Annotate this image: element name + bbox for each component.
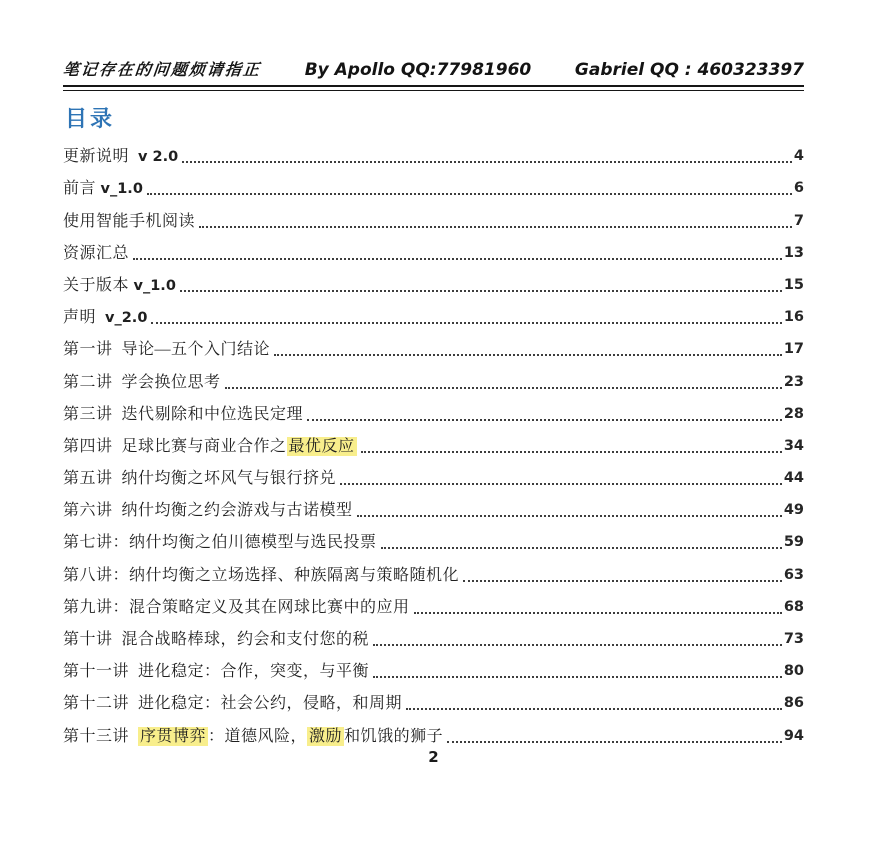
toc-text-segment: 第九讲：混合策略定义及其在网球比赛中的应用	[63, 598, 410, 616]
dot-leader	[182, 161, 792, 163]
toc-entry	[63, 458, 804, 490]
dot-leader	[151, 322, 781, 324]
toc-entry-page: 68	[783, 598, 804, 615]
toc-entry-page: 49	[783, 502, 804, 519]
toc-entry-title	[63, 565, 459, 587]
dot-leader	[199, 226, 792, 228]
toc-text-segment: 声明	[63, 309, 106, 327]
toc-entry	[63, 233, 804, 265]
toc-entry-title	[63, 307, 147, 329]
toc-entry-page: 17	[783, 341, 804, 358]
toc-entry-title	[63, 468, 336, 490]
toc-entry	[63, 522, 804, 554]
toc-entry-page: 28	[783, 405, 804, 422]
header-author-apollo: By Apollo QQ:77981960	[304, 60, 532, 80]
dot-leader	[406, 708, 782, 710]
toc-entry-title	[63, 726, 443, 748]
toc-text-segment: 使用智能手机阅读	[63, 212, 196, 230]
dot-leader	[180, 290, 782, 292]
toc-entry	[63, 619, 804, 651]
dot-leader	[225, 387, 782, 389]
toc-entry-title	[63, 661, 369, 683]
toc-entry-page: 34	[783, 437, 804, 454]
toc-entry	[63, 297, 804, 329]
toc-entry	[63, 200, 804, 232]
toc-entry-page: 59	[783, 534, 804, 551]
dot-leader	[463, 580, 782, 582]
toc-entry	[63, 426, 804, 458]
toc-text-segment: 第二讲 学会换位思考	[63, 373, 221, 391]
toc-heading: 目录	[65, 107, 116, 132]
toc-text-segment: 第十讲 混合战略棒球，约会和支付您的税	[63, 631, 370, 648]
dot-leader	[381, 547, 782, 549]
toc-entry-page: 73	[783, 631, 804, 647]
toc-text-segment: 第三讲 迭代剔除和中位选民定理	[63, 405, 304, 423]
toc-text-segment: 前言	[63, 180, 101, 198]
dot-leader	[373, 644, 782, 646]
toc-text-segment: 第五讲 纳什均衡之坏风气与银行挤兑	[63, 470, 337, 488]
toc-text-segment: 第十一讲 进化稳定：合作，突变，与平衡	[63, 663, 370, 681]
toc-entry-page: 80	[783, 663, 804, 680]
dot-leader	[357, 515, 782, 517]
header-author-gabriel: Gabriel QQ : 460323397	[574, 60, 804, 80]
toc-entry-page: 7	[793, 212, 804, 229]
toc-text-segment: ：道德风险，	[208, 727, 308, 745]
toc-entry-title	[63, 372, 221, 394]
toc-entry-title	[63, 178, 143, 200]
toc-entry-title	[63, 404, 303, 426]
toc-entry	[63, 651, 804, 683]
toc-entry-page: 13	[783, 244, 804, 261]
toc-list	[63, 136, 804, 748]
page-number: 2	[428, 748, 439, 766]
toc-entry	[63, 554, 804, 586]
toc-text-segment: v 2.0	[138, 149, 179, 166]
dot-leader	[373, 676, 782, 678]
toc-text-segment: 第一讲 导论—五个入门结论	[63, 341, 271, 359]
toc-entry-page: 86	[783, 695, 804, 712]
toc-entry	[63, 587, 804, 619]
dot-leader	[133, 258, 782, 260]
dot-leader	[147, 193, 792, 195]
toc-text-segment: 第四讲 足球比赛与商业合作之	[63, 437, 287, 455]
toc-text-segment: 第八讲：纳什均衡之立场选择、种族隔离与策略随机化	[63, 566, 460, 584]
toc-entry-title	[63, 339, 270, 361]
toc-text-segment: 第十二讲 进化稳定：社会公约，侵略，和周期	[63, 695, 403, 713]
toc-entry-title	[63, 500, 353, 522]
dot-leader	[307, 419, 782, 421]
toc-entry-page: 23	[783, 373, 804, 390]
toc-entry	[63, 394, 804, 426]
toc-entry-title	[63, 275, 176, 297]
toc-text-segment: 第七讲：纳什均衡之伯川德模型与选民投票	[63, 534, 377, 552]
toc-text-segment: 资源汇总	[63, 244, 130, 262]
toc-entry-page: 94	[783, 727, 804, 744]
dot-leader	[340, 483, 782, 485]
toc-entry	[63, 329, 804, 361]
dot-leader	[274, 354, 782, 356]
toc-text-segment: 关于版本	[63, 276, 134, 294]
page-footer	[63, 748, 804, 766]
toc-entry-title	[63, 146, 178, 168]
toc-entry-title	[63, 211, 195, 233]
toc-entry-page: 15	[783, 276, 804, 293]
toc-entry-title	[63, 436, 357, 458]
highlighted-text: 最优反应	[288, 437, 355, 455]
toc-entry-page: 6	[793, 180, 804, 197]
dot-leader	[361, 451, 782, 453]
toc-entry	[63, 361, 804, 393]
toc-entry-page: 44	[783, 470, 804, 487]
toc-text-segment: v_2.0	[105, 310, 148, 327]
toc-text-segment: v_1.0	[100, 181, 143, 198]
header-note: 笔记存在的问题烦请指正	[61, 60, 262, 79]
toc-entry	[63, 490, 804, 522]
toc-entry-title	[63, 532, 377, 554]
toc-entry	[63, 168, 804, 200]
toc-entry-title	[63, 629, 369, 651]
toc-entry-page: 63	[783, 566, 804, 583]
toc-entry-page: 16	[783, 309, 804, 326]
toc-entry	[63, 265, 804, 297]
header-rule	[63, 85, 804, 91]
toc-entry	[63, 683, 804, 715]
toc-text-segment: 和饥饿的狮子	[344, 727, 444, 745]
dot-leader	[447, 741, 782, 743]
toc-entry	[63, 715, 804, 747]
toc-text-segment: 第十三讲	[63, 727, 139, 745]
page-header	[63, 57, 804, 80]
toc-text-segment: 第六讲 纳什均衡之约会游戏与古诺模型	[63, 502, 353, 520]
highlighted-text: 激励	[309, 727, 343, 745]
dot-leader	[414, 612, 782, 614]
toc-text-segment: v_1.0	[133, 277, 176, 294]
toc-text-segment: 更新说明	[63, 148, 139, 166]
toc-entry	[63, 136, 804, 168]
toc-entry-title	[63, 243, 129, 265]
highlighted-text: 序贯博弈	[140, 727, 207, 745]
document-page	[63, 0, 804, 842]
toc-entry-title	[63, 693, 402, 715]
toc-entry-title	[63, 597, 410, 619]
toc-entry-page: 4	[793, 148, 804, 165]
